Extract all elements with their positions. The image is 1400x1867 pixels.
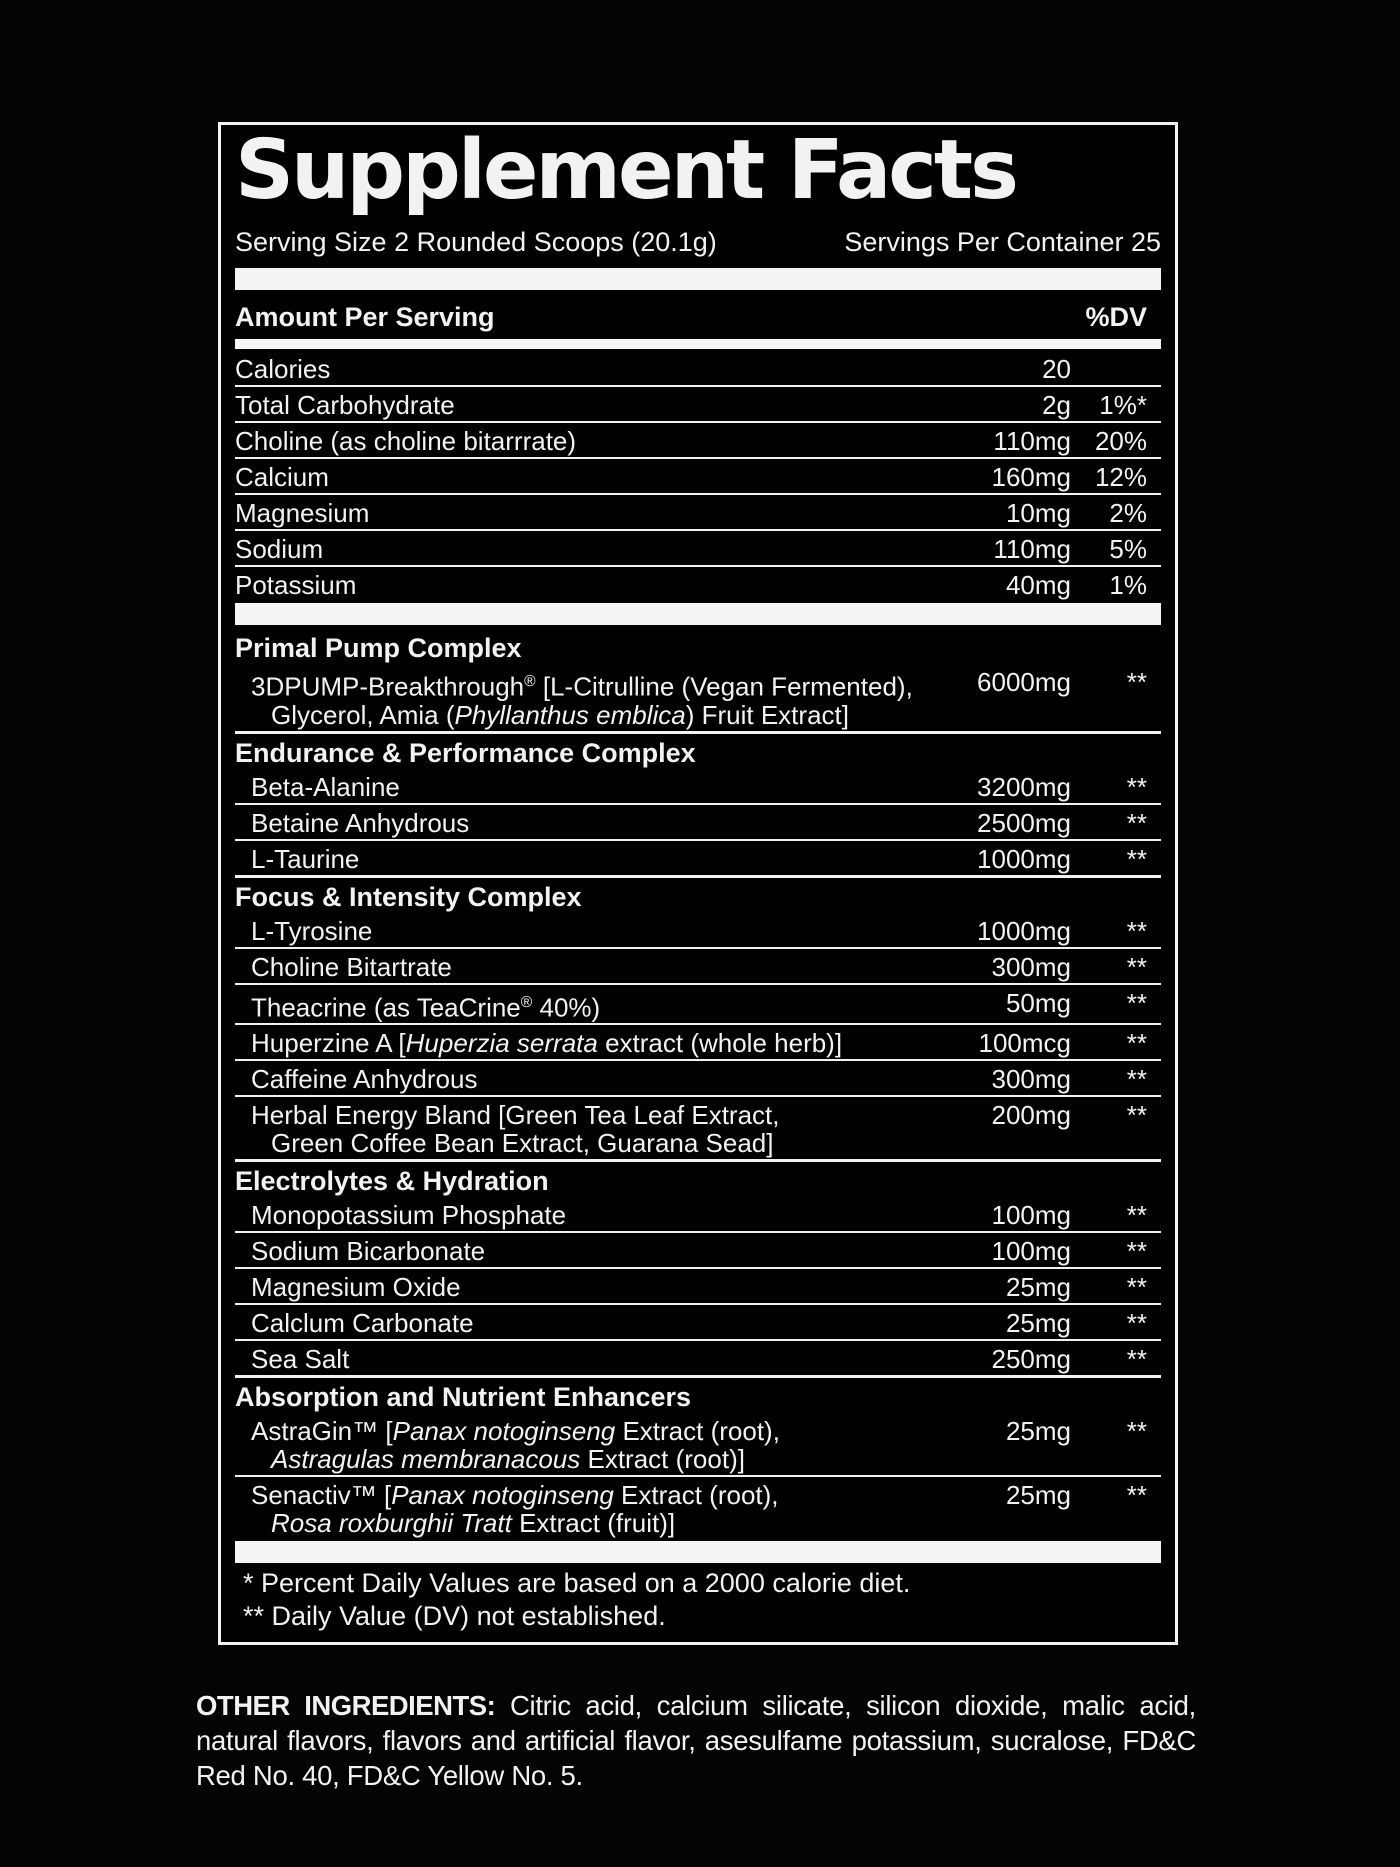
dv-value: ** bbox=[1126, 843, 1147, 874]
dv-value: 20% bbox=[1094, 426, 1147, 456]
amount-value: 110mg bbox=[993, 426, 1071, 456]
table-row bbox=[235, 985, 1161, 1024]
dv-value: ** bbox=[1126, 915, 1147, 946]
ingredient-name: Monopotassium Phosphate bbox=[251, 1200, 567, 1231]
ingredient-name: Senactiv™ [Panax notoginseng Extract (root), Rosa roxburghii Tratt Extract (fruit)] bbox=[235, 1481, 951, 1537]
dv-value: 1% bbox=[1109, 570, 1147, 600]
amount-value: 100mg bbox=[991, 1236, 1071, 1267]
amount-value: 100mg bbox=[991, 1200, 1071, 1231]
ingredient-name: Sodium Bicarbonate bbox=[251, 1236, 486, 1267]
serving-line bbox=[235, 227, 1161, 258]
amount-value: 50mg bbox=[1005, 987, 1071, 1018]
amount-value: 10mg bbox=[1005, 498, 1071, 528]
ingredient-name-line2: Green Coffee Bean Extract, Guarana Sead] bbox=[271, 1128, 774, 1159]
dv-value: 5% bbox=[1109, 534, 1147, 564]
section-header: Endurance & Performance Complex bbox=[235, 737, 696, 768]
table-row bbox=[235, 423, 1161, 457]
ingredient-name: Herbal Energy Bland [Green Tea Leaf Extract, Green Coffee Bean Extract, Guarana Sead] bbox=[235, 1101, 951, 1157]
table-row bbox=[235, 459, 1161, 493]
ingredient-name: Calclum Carbonate bbox=[251, 1308, 474, 1339]
table-row bbox=[235, 567, 1161, 601]
table-row bbox=[235, 1413, 1161, 1475]
dv-value: ** bbox=[1126, 667, 1147, 697]
dv-value: ** bbox=[1126, 1100, 1147, 1131]
table-row bbox=[235, 841, 1161, 875]
other-ingredients-label: OTHER INGREDIENTS: bbox=[196, 1690, 496, 1721]
amount-value: 100mcg bbox=[978, 1028, 1071, 1059]
dv-value: ** bbox=[1126, 1064, 1147, 1095]
ingredient-name: Sodium bbox=[235, 534, 324, 564]
footnote-daily-values: * Percent Daily Values are based on a 2000 calorie diet. bbox=[243, 1568, 911, 1599]
amount-value: 25mg bbox=[1005, 1272, 1071, 1303]
dv-value: ** bbox=[1126, 1416, 1147, 1447]
ingredient-name: Theacrine (as TeaCrine® 40%) bbox=[251, 992, 601, 1023]
amount-value: 25mg bbox=[1005, 1480, 1071, 1511]
ingredient-name-line2: Glycerol, Amia (Phyllanthus emblica) Fruit Extract] bbox=[271, 699, 849, 730]
dv-value: ** bbox=[1126, 1028, 1147, 1059]
ingredient-name-line2: Rosa roxburghii Tratt Extract (fruit)] bbox=[271, 1508, 676, 1539]
amount-value: 300mg bbox=[991, 951, 1071, 982]
separator-bar bbox=[235, 339, 1161, 349]
table-row bbox=[235, 1341, 1161, 1375]
dv-value: 12% bbox=[1094, 462, 1147, 492]
amount-value: 2500mg bbox=[977, 807, 1071, 838]
dv-column-label: %DV bbox=[1085, 302, 1147, 332]
amount-per-serving-label: Amount Per Serving bbox=[235, 302, 495, 332]
separator-bar bbox=[235, 1541, 1161, 1563]
ingredient-name: L-Taurine bbox=[251, 843, 360, 874]
table-row bbox=[235, 351, 1161, 385]
ingredient-name: Betaine Anhydrous bbox=[251, 807, 470, 838]
amount-value: 1000mg bbox=[977, 843, 1071, 874]
ingredient-name: AstraGin™ [Panax notoginseng Extract (root), Astragulas membranacous Extract (root)] bbox=[235, 1417, 951, 1473]
table-row bbox=[235, 1269, 1161, 1303]
other-ingredients bbox=[196, 1688, 1196, 1793]
servings-per-container-text: Servings Per Container 25 bbox=[844, 227, 1161, 257]
dv-value: ** bbox=[1126, 771, 1147, 802]
dv-value: ** bbox=[1126, 1236, 1147, 1267]
ingredient-name: Total Carbohydrate bbox=[235, 390, 455, 420]
ingredient-name: Magnesium Oxide bbox=[251, 1272, 461, 1303]
other-ingredients-text: Citric acid, calcium silicate, silicon dioxide, malic acid, natural flavors, flavors and artificial flavor, asesulfame potassium, sucralose, FD&C Red No. 40, FD&C Yellow No. 5. bbox=[196, 1690, 1196, 1791]
amount-per-serving-header bbox=[235, 302, 1161, 333]
section-header: Primal Pump Complex bbox=[235, 633, 522, 663]
ingredient-name: 3DPUMP-Breakthrough® [L-Citrulline (Vegan Fermented), Glycerol, Amia (Phyllanthus emblica) Fruit Extract] bbox=[235, 668, 951, 729]
dv-value: 2% bbox=[1109, 498, 1147, 528]
table-row bbox=[235, 913, 1161, 947]
table-row bbox=[235, 1061, 1161, 1095]
amount-value: 300mg bbox=[991, 1064, 1071, 1095]
dv-value: ** bbox=[1126, 987, 1147, 1018]
supplement-facts-panel bbox=[218, 122, 1178, 1645]
amount-value: 1000mg bbox=[977, 915, 1071, 946]
table-row bbox=[235, 1097, 1161, 1159]
footnotes bbox=[235, 1567, 1161, 1633]
amount-value: 25mg bbox=[1005, 1308, 1071, 1339]
separator-bar bbox=[235, 603, 1161, 625]
ingredient-name: Choline (as choline bitarrrate) bbox=[235, 426, 577, 456]
dv-value: ** bbox=[1126, 1200, 1147, 1231]
dv-value: ** bbox=[1126, 1480, 1147, 1511]
amount-value: 40mg bbox=[1005, 570, 1071, 600]
dv-value: ** bbox=[1126, 1272, 1147, 1303]
ingredient-name: Calories bbox=[235, 354, 331, 384]
amount-value: 200mg bbox=[991, 1100, 1071, 1131]
separator-bar bbox=[235, 268, 1161, 290]
section-header: Electrolytes & Hydration bbox=[235, 1166, 549, 1197]
table-row bbox=[235, 531, 1161, 565]
serving-size-text: Serving Size 2 Rounded Scoops (20.1g) bbox=[235, 227, 717, 257]
amount-value: 6000mg bbox=[977, 667, 1071, 697]
ingredient-name: Beta-Alanine bbox=[251, 771, 400, 802]
ingredient-name: Magnesium bbox=[235, 498, 370, 528]
section-header: Focus & Intensity Complex bbox=[235, 881, 582, 912]
ingredient-name: Calcium bbox=[235, 462, 329, 492]
table-row bbox=[235, 1477, 1161, 1539]
amount-value: 20 bbox=[1042, 354, 1071, 384]
table-row bbox=[235, 1025, 1161, 1059]
amount-value: 250mg bbox=[991, 1344, 1071, 1375]
ingredient-name: Potassium bbox=[235, 570, 357, 600]
amount-value: 3200mg bbox=[977, 771, 1071, 802]
table-row bbox=[235, 1233, 1161, 1267]
ingredient-name: Caffeine Anhydrous bbox=[251, 1064, 478, 1095]
ingredient-name: L-Tyrosine bbox=[251, 915, 373, 946]
table-row bbox=[235, 387, 1161, 421]
dv-value: ** bbox=[1126, 951, 1147, 982]
ingredient-name-line2: Astragulas membranacous Extract (root)] bbox=[271, 1444, 745, 1475]
table-row bbox=[235, 1197, 1161, 1231]
section-header: Absorption and Nutrient Enhancers bbox=[235, 1382, 692, 1413]
dv-value: ** bbox=[1126, 1344, 1147, 1375]
ingredient-name: Huperzine A [Huperzia serrata extract (whole herb)] bbox=[251, 1028, 843, 1059]
table-row bbox=[235, 769, 1161, 803]
panel-title: Supplement Facts bbox=[235, 123, 1016, 218]
table-row bbox=[235, 805, 1161, 839]
facts-rows bbox=[235, 351, 1161, 1563]
amount-value: 2g bbox=[1042, 390, 1071, 420]
table-row bbox=[235, 495, 1161, 529]
footnote-dv-not-established: ** Daily Value (DV) not established. bbox=[243, 1601, 666, 1632]
table-row bbox=[235, 664, 1161, 731]
table-row bbox=[235, 1305, 1161, 1339]
table-row bbox=[235, 949, 1161, 983]
dv-value: ** bbox=[1126, 807, 1147, 838]
amount-value: 160mg bbox=[991, 462, 1071, 492]
ingredient-name: Choline Bitartrate bbox=[251, 951, 452, 982]
amount-value: 110mg bbox=[993, 534, 1071, 564]
ingredient-name: Sea Salt bbox=[251, 1344, 350, 1375]
dv-value: 1%* bbox=[1099, 390, 1147, 420]
amount-value: 25mg bbox=[1005, 1416, 1071, 1447]
dv-value: ** bbox=[1126, 1308, 1147, 1339]
